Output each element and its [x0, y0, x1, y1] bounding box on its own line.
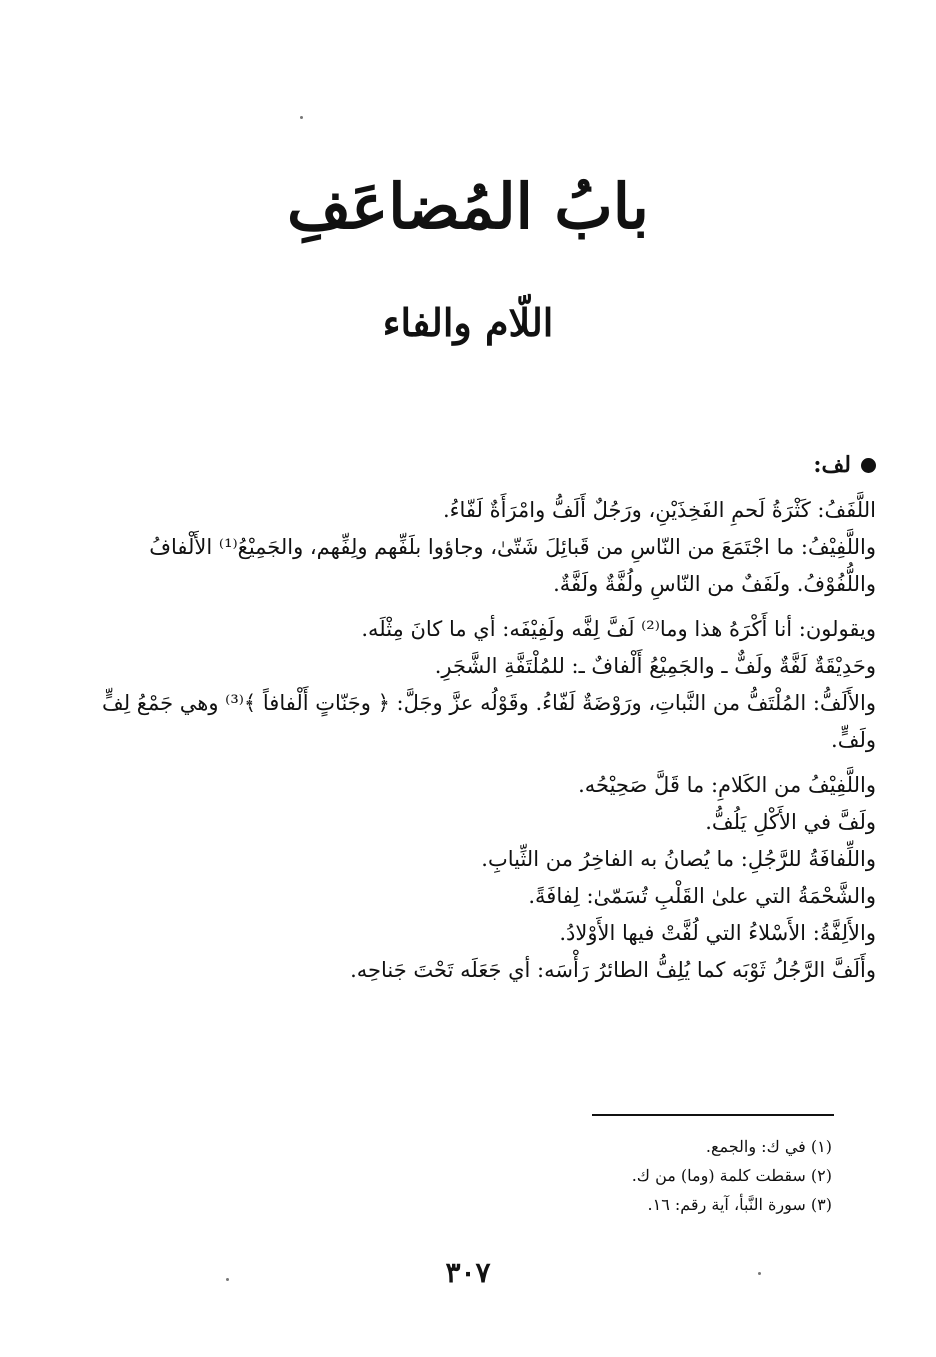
footnote-divider	[592, 1114, 834, 1116]
entry-root-label: لف:	[813, 452, 851, 478]
scan-speck	[300, 116, 303, 119]
bullet-icon	[861, 458, 876, 473]
paragraph: اللَّفَفُ: كَثْرَةُ لَحمِ الفَخِذَيْنِ، ورَجُلٌ أَلَفُّ وامْرَأَةٌ لَفّاءُ.	[442, 498, 876, 522]
paragraph: والشَّحْمَةُ التي علىٰ القَلْبِ تُسَمّىٰ: لِفافَةً.	[528, 884, 876, 908]
paragraph: واللَّفِيْفُ: ما اجْتَمَعَ من النّاسِ من قَبائِلَ شَتّىٰ، وجاؤوا بلَفِّهم ولِفِّهم، والجَمِيْعُ⁽¹⁾ الأَلْفافُ واللُّفُوْفُ. ولَفَفٌ من النّاسِ ولُفَّةٌ ولَفَّةٌ.	[149, 535, 876, 596]
paragraph: ولَفَّ في الأَكْلِ يَلُفُّ.	[705, 810, 876, 834]
paragraph: وحَدِيْقَةٌ لَفَّةٌ ولَفٌّ ـ والجَمِيْعُ أَلْفافٌ ـ: للمُلْتَفَّةِ الشَّجَرِ.	[434, 654, 876, 678]
footnotes	[632, 1132, 832, 1219]
footnote: (٢) سقطت كلمة (وما) من ك.	[631, 1166, 832, 1185]
paragraph: واللَّفِيْفُ من الكَلامِ: ما قَلَّ صَحِيْحُه.	[578, 773, 876, 797]
paragraph: ويقولون: أنا أَكْرَهُ هذا وما⁽²⁾ لَفَّ لِفَّه ولَفِيْفَه: أي ما كانَ مِثْلَه.	[361, 617, 876, 641]
paragraph: والأَلِفَّةُ: الأَسْلاءُ التي لُفَّتْ فيها الأَوْلادُ.	[559, 921, 876, 945]
paragraph: والأَلَفُّ: المُلْتَفُّ من النَّباتِ، ورَوْضَةٌ لَفّاءُ. وقَوْلُه عزَّ وجَلَّ: ﴿ وجَنّاتٍ أَلْفافاً ﴾⁽³⁾ وهي جَمْعُ لِفٍّ ولَفٍّ.	[102, 691, 876, 752]
footnote: (٣) سورة النَّبأ، آية رقم: ١٦.	[647, 1195, 832, 1214]
paragraph: وأَلَفَّ الرَّجُلُ ثَوْبَه كما يُلِفُّ الطائرُ رَأْسَه: أي جَعَلَه تَحْتَ جَناحِه.	[350, 958, 876, 982]
entry-body	[100, 492, 876, 989]
scan-speck	[758, 1272, 761, 1275]
entry-head	[813, 452, 876, 478]
section-title: اللّام والفاء	[382, 300, 554, 345]
scan-speck	[226, 1278, 229, 1281]
footnote: (١) في ك: والجمع.	[705, 1137, 832, 1156]
paragraph: واللِّفافَةُ للرَّجُلِ: ما يُصانُ به الفاخِرُ من الثِّيابِ.	[481, 847, 876, 871]
chapter-title: بابُ المُضاعَفِ	[287, 170, 649, 243]
page-number: ٣٠٧	[445, 1256, 491, 1289]
